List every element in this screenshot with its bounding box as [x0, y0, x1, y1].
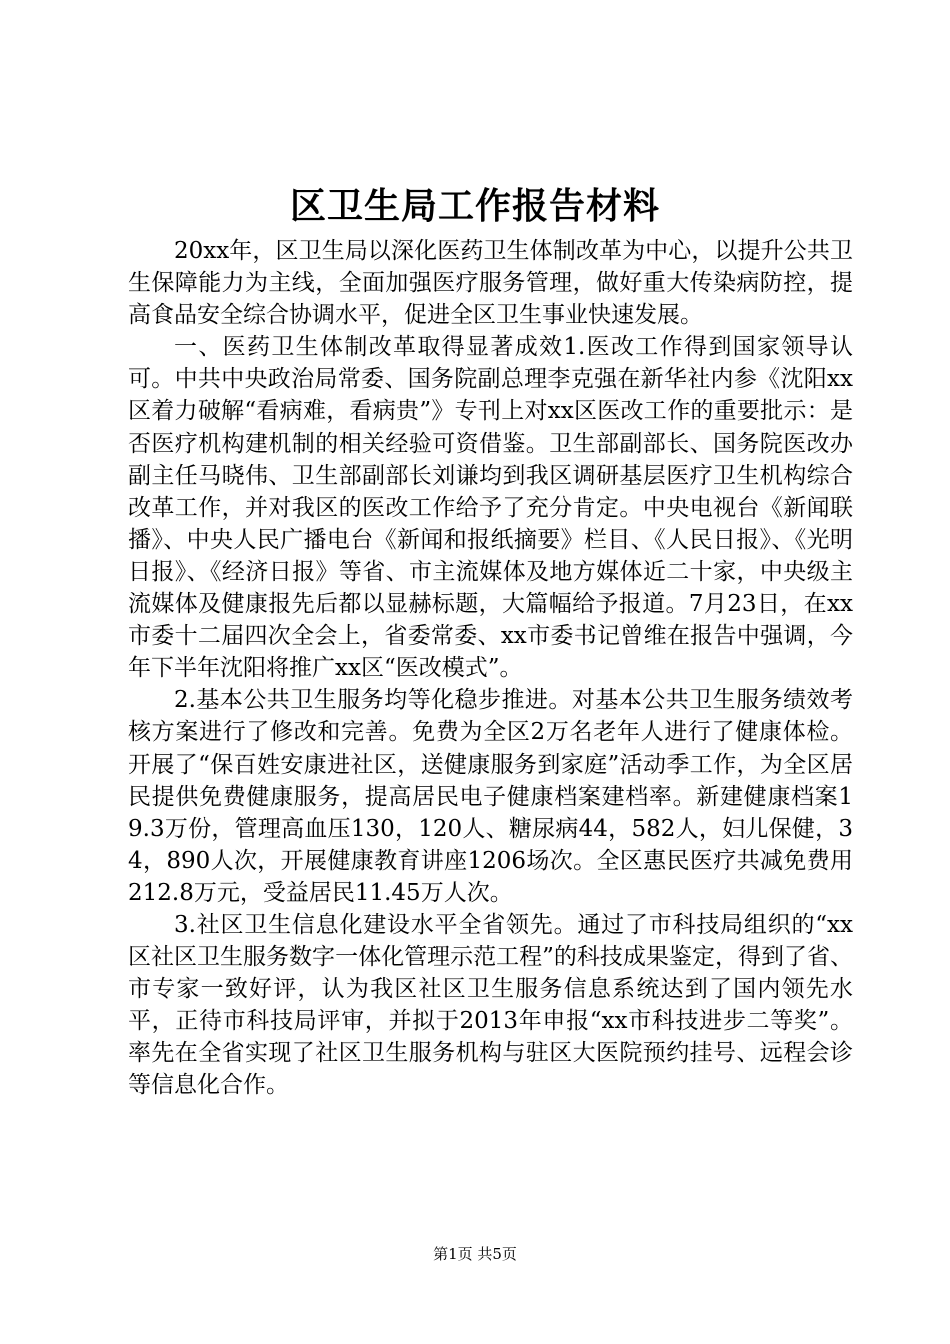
page-total: 共5页	[477, 1245, 517, 1263]
page-number: 第1页	[433, 1245, 473, 1263]
paragraph-intro: 20xx年，区卫生局以深化医药卫生体制改革为中心，以提升公共卫生保障能力为主线，全面加强医疗服务管理，做好重大传染病防控，提高食品安全综合协调水平，促进全区卫生事业快速发展。	[128, 238, 853, 329]
paragraph-section-1: 一、医药卫生体制改革取得显著成效1.医改工作得到国家领导认可。中共中央政治局常委、国务院副总理李克强在新华社内参《沈阳xx区着力破解“看病难，看病贵”》专刊上对xx区医改工作的重要批示：是否医疗机构建机制的相关经验可资借鉴。卫生部副部长、国务院医改办副主任马晓伟、卫生部副部长刘谦均到我区调研基层医疗卫生机构综合改革工作，并对我区的医改工作给予了充分肯定。中央电视台《新闻联播》、中央人民广播电台《新闻和报纸摘要》栏目、《人民日报》、《光明日报》、《经济日报》等省、市主流媒体及地方媒体近二十家，中央级主流媒体及健康报先后都以显赫标题，大篇幅给予报道。7月23日，在xx市委十二届四次全会上，省委常委、xx市委书记曾维在报告中强调，今年下半年沈阳将推广xx区“医改模式”。	[128, 334, 853, 682]
document-body	[128, 235, 853, 1102]
paragraph-section-2: 2.基本公共卫生服务均等化稳步推进。对基本公共卫生服务绩效考核方案进行了修改和完善。免费为全区2万名老年人进行了健康体检。开展了“保百姓安康进社区，送健康服务到家庭”活动季工作，为全区居民提供免费健康服务，提高居民电子健康档案建档率。新建健康档案19.3万份，管理高血压130，120人、糖尿病44，582人，妇儿保健，34，890人次，开展健康教育讲座1206场次。全区惠民医疗共减免费用212.8万元，受益居民11.45万人次。	[128, 687, 853, 906]
page-footer	[0, 1244, 950, 1264]
document-title: 区卫生局工作报告材料	[289, 186, 660, 227]
paragraph-section-3: 3.社区卫生信息化建设水平全省领先。通过了市科技局组织的“xx区社区卫生服务数字一体化管理示范工程”的科技成果鉴定，得到了省、市专家一致好评，认为我区社区卫生服务信息系统达到了国内领先水平，正待市科技局评审，并拟于2013年申报“xx市科技进步二等奖”。率先在全省实现了社区卫生服务机构与驻区大医院预约挂号、远程会诊等信息化合作。	[128, 911, 853, 1099]
